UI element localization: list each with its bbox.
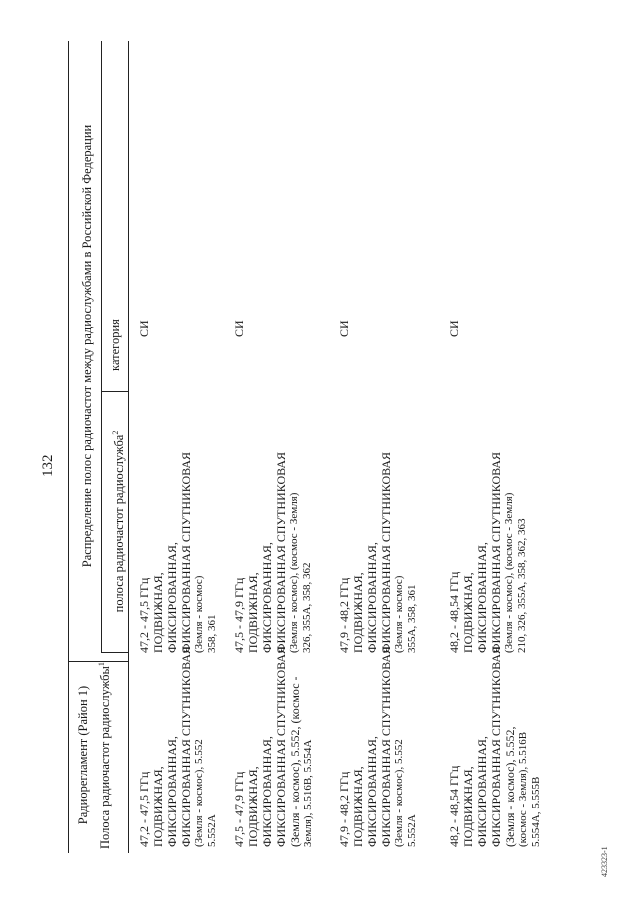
rotated-page-content — [0, 25, 640, 905]
vertical-divider-2 — [101, 652, 128, 653]
row-1-regulation: 47,2 - 47,5 ГГц ПОДВИЖНАЯ, ФИКСИРОВАННАЯ, ФИКСИРОВАННАЯ СПУТНИКОВАЯ (Земля - космос), 5.552 5.552A — [137, 645, 218, 847]
row-3-category: СИ — [337, 320, 351, 337]
row-4-regulation: 48,2 - 48,54 ГГц ПОДВИЖНАЯ, ФИКСИРОВАННАЯ, ФИКСИРОВАННАЯ СПУТНИКОВАЯ (Земля - космос), 5.552, (космос - Земля), 5.516B 5.554A, 5.555B — [447, 645, 542, 847]
row-2-regulation: 47,5 - 47,9 ГГц ПОДВИЖНАЯ, ФИКСИРОВАННАЯ, ФИКСИРОВАННАЯ СПУТНИКОВАЯ (Земля - космос), 5.552, (космос - Земля), 5.516B, 5.554A — [232, 645, 314, 847]
header-rf-band: полоса радиочастот радиослужба$^2$ — [111, 430, 127, 613]
row-2-band: 47,5 - 47,9 ГГц ПОДВИЖНАЯ, ФИКСИРОВАННАЯ, ФИКСИРОВАННАЯ СПУТНИКОВАЯ (Земля - космос), (космос - Земля) 326, 355A, 358, 362 — [232, 451, 313, 653]
row-1-category: СИ — [137, 320, 151, 337]
row-1-band: 47,2 - 47,5 ГГц ПОДВИЖНАЯ, ФИКСИРОВАННАЯ, ФИКСИРОВАННАЯ СПУТНИКОВАЯ (Земля - космос) 358, 361 — [137, 451, 218, 653]
header-rf-title: Распределение полос радиочастот между радиослужбами в Российской Федерации — [80, 124, 94, 568]
row-4-category: СИ — [447, 320, 461, 337]
header-bottom-rule — [128, 41, 129, 853]
page-number: 132 — [40, 454, 56, 477]
row-2-category: СИ — [232, 320, 246, 337]
vertical-divider-3 — [101, 391, 128, 392]
row-4-band: 48,2 - 48,54 ГГц ПОДВИЖНАЯ, ФИКСИРОВАННАЯ, ФИКСИРОВАННАЯ СПУТНИКОВАЯ (Земля - космос), (космос - Земля) 210, 326, 355A, 358, 362, 363 — [447, 451, 528, 653]
header-rf-category: категория — [108, 319, 122, 371]
row-3-regulation: 47,9 - 48,2 ГГц ПОДВИЖНАЯ, ФИКСИРОВАННАЯ, ФИКСИРОВАННАЯ СПУТНИКОВАЯ (Земля - космос), 5.552 5.552A — [337, 645, 418, 847]
header-regulation-title: Радиорегламент (Район 1) — [76, 685, 90, 825]
subheader-rule — [101, 41, 102, 653]
header-regulation-sub: Полоса радиочастот радиослужбы$^1$ — [97, 662, 113, 849]
table-top-rule — [68, 41, 69, 853]
row-3-band: 47,9 - 48,2 ГГц ПОДВИЖНАЯ, ФИКСИРОВАННАЯ, ФИКСИРОВАННАЯ СПУТНИКОВАЯ (Земля - космос) 355A, 358, 361 — [337, 451, 418, 653]
document-code: 423323-1 — [600, 846, 609, 877]
